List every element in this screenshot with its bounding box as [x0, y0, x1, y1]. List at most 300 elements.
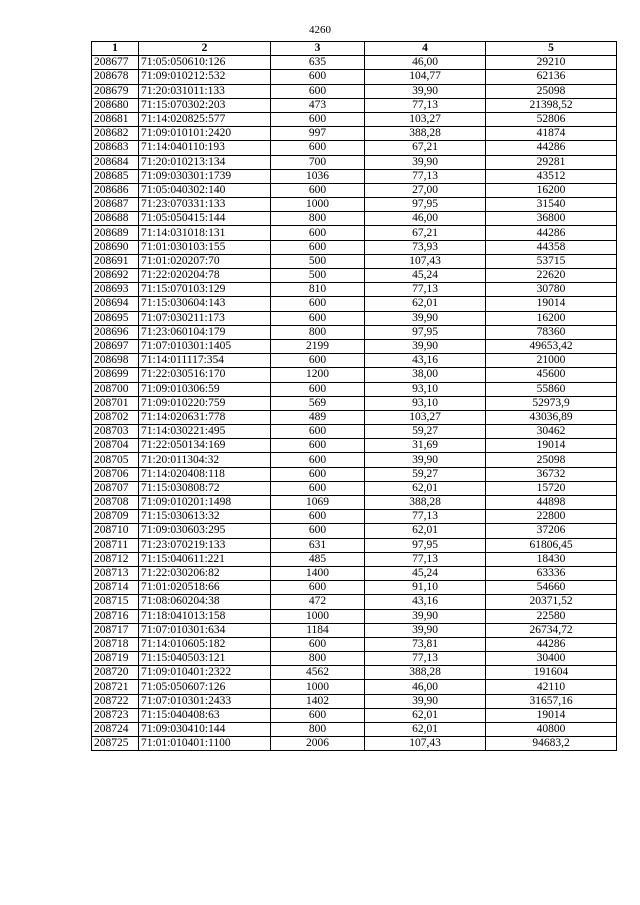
table-cell: 30780 [486, 283, 617, 297]
table-row [92, 623, 617, 637]
table-cell: 208712 [92, 552, 139, 566]
table-cell: 67,21 [365, 226, 486, 240]
table-cell: 38,00 [365, 368, 486, 382]
table-cell: 600 [271, 183, 365, 197]
table-cell: 208704 [92, 439, 139, 453]
table-cell: 26734,72 [486, 623, 617, 637]
table-cell: 59,27 [365, 425, 486, 439]
table-cell: 600 [271, 240, 365, 254]
table-cell: 208689 [92, 226, 139, 240]
table-cell: 71:15:040611:221 [139, 552, 271, 566]
table-cell: 700 [271, 155, 365, 169]
table-row [92, 56, 617, 70]
table-cell: 600 [271, 637, 365, 651]
table-cell: 600 [271, 581, 365, 595]
table-cell: 31540 [486, 198, 617, 212]
table-cell: 208685 [92, 169, 139, 183]
table-row [92, 240, 617, 254]
table-row [92, 708, 617, 722]
table-cell: 71:09:010401:2322 [139, 666, 271, 680]
table-cell: 71:15:070302:203 [139, 98, 271, 112]
table-cell: 39,90 [365, 623, 486, 637]
table-row [92, 226, 617, 240]
table-cell: 208711 [92, 538, 139, 552]
table-row [92, 297, 617, 311]
table-cell: 208714 [92, 581, 139, 595]
table-cell: 485 [271, 552, 365, 566]
table-cell: 800 [271, 652, 365, 666]
table-cell: 27,00 [365, 183, 486, 197]
table-cell: 388,28 [365, 496, 486, 510]
table-row [92, 510, 617, 524]
table-cell: 1000 [271, 609, 365, 623]
table-cell: 2006 [271, 737, 365, 751]
table-row [92, 566, 617, 580]
table-cell: 500 [271, 269, 365, 283]
table-cell: 71:05:050415:144 [139, 212, 271, 226]
table-cell: 208719 [92, 652, 139, 666]
table-cell: 800 [271, 325, 365, 339]
table-cell: 15720 [486, 481, 617, 495]
table-cell: 62136 [486, 70, 617, 84]
table-cell: 71:15:040408:63 [139, 708, 271, 722]
table-cell: 43512 [486, 169, 617, 183]
table-row [92, 325, 617, 339]
table-cell: 489 [271, 410, 365, 424]
table-cell: 46,00 [365, 56, 486, 70]
table-cell: 78360 [486, 325, 617, 339]
table-cell: 71:09:030301:1739 [139, 169, 271, 183]
table-cell: 600 [271, 141, 365, 155]
table-cell: 208702 [92, 410, 139, 424]
table-cell: 37206 [486, 524, 617, 538]
table-row [92, 368, 617, 382]
table-cell: 16200 [486, 311, 617, 325]
table-cell: 71:14:020408:118 [139, 467, 271, 481]
table-cell: 22800 [486, 510, 617, 524]
table-cell: 600 [271, 84, 365, 98]
table-row [92, 680, 617, 694]
table-cell: 208722 [92, 694, 139, 708]
table-row [92, 382, 617, 396]
table-cell: 1200 [271, 368, 365, 382]
column-header: 3 [271, 42, 365, 56]
table-cell: 600 [271, 354, 365, 368]
table-cell: 71:14:030221:495 [139, 425, 271, 439]
table-cell: 208720 [92, 666, 139, 680]
table-cell: 71:01:020207:70 [139, 254, 271, 268]
table-cell: 2199 [271, 339, 365, 353]
table-cell: 39,90 [365, 155, 486, 169]
table-cell: 62,01 [365, 723, 486, 737]
table-row [92, 155, 617, 169]
table-cell: 473 [271, 98, 365, 112]
table-cell: 61806,45 [486, 538, 617, 552]
table-cell: 71:23:070219:133 [139, 538, 271, 552]
table-row [92, 141, 617, 155]
table-cell: 208693 [92, 283, 139, 297]
table-cell: 191604 [486, 666, 617, 680]
data-table [91, 41, 617, 751]
table-cell: 208697 [92, 339, 139, 353]
table-cell: 1184 [271, 623, 365, 637]
table-cell: 208715 [92, 595, 139, 609]
table-cell: 631 [271, 538, 365, 552]
table-cell: 208680 [92, 98, 139, 112]
table-row [92, 425, 617, 439]
table-row [92, 496, 617, 510]
table-cell: 71:14:040110:193 [139, 141, 271, 155]
table-cell: 1069 [271, 496, 365, 510]
table-row [92, 269, 617, 283]
table-cell: 30462 [486, 425, 617, 439]
table-cell: 71:07:010301:2433 [139, 694, 271, 708]
table-cell: 97,95 [365, 325, 486, 339]
table-cell: 30400 [486, 652, 617, 666]
table-cell: 71:15:070103:129 [139, 283, 271, 297]
table-cell: 71:01:010401:1100 [139, 737, 271, 751]
table-row [92, 609, 617, 623]
table-row [92, 183, 617, 197]
table-cell: 71:22:030516:170 [139, 368, 271, 382]
table-cell: 45,24 [365, 269, 486, 283]
table-cell: 71:14:011117:354 [139, 354, 271, 368]
table-cell: 71:23:070331:133 [139, 198, 271, 212]
table-cell: 71:05:050607:126 [139, 680, 271, 694]
table-cell: 71:14:020825:577 [139, 112, 271, 126]
table-cell: 39,90 [365, 84, 486, 98]
table-cell: 600 [271, 70, 365, 84]
table-cell: 71:07:010301:1405 [139, 339, 271, 353]
table-cell: 25098 [486, 84, 617, 98]
table-row [92, 410, 617, 424]
table-cell: 208724 [92, 723, 139, 737]
table-row [92, 552, 617, 566]
table-cell: 39,90 [365, 311, 486, 325]
table-cell: 71:01:020518:66 [139, 581, 271, 595]
table-cell: 71:09:030410:144 [139, 723, 271, 737]
table-row [92, 439, 617, 453]
table-cell: 73,81 [365, 637, 486, 651]
table-cell: 16200 [486, 183, 617, 197]
table-row [92, 254, 617, 268]
table-cell: 39,90 [365, 694, 486, 708]
table-cell: 22620 [486, 269, 617, 283]
table-cell: 388,28 [365, 127, 486, 141]
table-cell: 800 [271, 212, 365, 226]
table-cell: 71:15:030808:72 [139, 481, 271, 495]
table-row [92, 98, 617, 112]
table-cell: 77,13 [365, 652, 486, 666]
table-cell: 52806 [486, 112, 617, 126]
table-cell: 21398,52 [486, 98, 617, 112]
table-cell: 22580 [486, 609, 617, 623]
table-cell: 53715 [486, 254, 617, 268]
table-cell: 208700 [92, 382, 139, 396]
table-cell: 71:08:060204:38 [139, 595, 271, 609]
table-cell: 71:05:050610:126 [139, 56, 271, 70]
table-cell: 39,90 [365, 609, 486, 623]
table-row [92, 581, 617, 595]
table-row [92, 524, 617, 538]
table-cell: 91,10 [365, 581, 486, 595]
table-cell: 29281 [486, 155, 617, 169]
table-cell: 36732 [486, 467, 617, 481]
table-cell: 208699 [92, 368, 139, 382]
table-cell: 600 [271, 439, 365, 453]
table-cell: 208701 [92, 396, 139, 410]
table-cell: 44898 [486, 496, 617, 510]
table-cell: 36800 [486, 212, 617, 226]
table-cell: 44286 [486, 637, 617, 651]
table-cell: 104,77 [365, 70, 486, 84]
table-body [92, 56, 617, 751]
table-cell: 208681 [92, 112, 139, 126]
table-cell: 44358 [486, 240, 617, 254]
table-cell: 40800 [486, 723, 617, 737]
table-cell: 93,10 [365, 382, 486, 396]
table-cell: 500 [271, 254, 365, 268]
table-row [92, 595, 617, 609]
table-cell: 77,13 [365, 169, 486, 183]
table-cell: 600 [271, 226, 365, 240]
table-cell: 600 [271, 382, 365, 396]
table-cell: 71:20:010213:134 [139, 155, 271, 169]
table-cell: 1000 [271, 680, 365, 694]
table-row [92, 453, 617, 467]
table-row [92, 198, 617, 212]
table-cell: 472 [271, 595, 365, 609]
table-cell: 1036 [271, 169, 365, 183]
table-cell: 600 [271, 524, 365, 538]
table-cell: 208695 [92, 311, 139, 325]
table-row [92, 127, 617, 141]
table-cell: 77,13 [365, 98, 486, 112]
table-cell: 20371,52 [486, 595, 617, 609]
column-header: 1 [92, 42, 139, 56]
table-cell: 1000 [271, 198, 365, 212]
table-row [92, 694, 617, 708]
table-row [92, 339, 617, 353]
table-cell: 208682 [92, 127, 139, 141]
table-row [92, 467, 617, 481]
table-cell: 71:20:011304:32 [139, 453, 271, 467]
table-row [92, 723, 617, 737]
table-cell: 97,95 [365, 538, 486, 552]
table-cell: 208677 [92, 56, 139, 70]
table-cell: 43,16 [365, 595, 486, 609]
table-cell: 21000 [486, 354, 617, 368]
table-cell: 103,27 [365, 112, 486, 126]
table-cell: 71:15:030613:32 [139, 510, 271, 524]
table-cell: 71:07:010301:634 [139, 623, 271, 637]
table-cell: 45,24 [365, 566, 486, 580]
table-cell: 600 [271, 510, 365, 524]
table-cell: 19014 [486, 708, 617, 722]
table-cell: 31657,16 [486, 694, 617, 708]
table-cell: 208706 [92, 467, 139, 481]
page-number: 4260 [309, 24, 331, 36]
table-cell: 71:15:030604:143 [139, 297, 271, 311]
table-cell: 94683,2 [486, 737, 617, 751]
table-cell: 46,00 [365, 212, 486, 226]
table-cell: 1400 [271, 566, 365, 580]
table-row [92, 666, 617, 680]
table-cell: 62,01 [365, 524, 486, 538]
table-row [92, 354, 617, 368]
table-cell: 71:14:020631:778 [139, 410, 271, 424]
table-cell: 71:05:040302:140 [139, 183, 271, 197]
table-cell: 54660 [486, 581, 617, 595]
table-cell: 208718 [92, 637, 139, 651]
table-row [92, 311, 617, 325]
table-cell: 63336 [486, 566, 617, 580]
table-cell: 77,13 [365, 552, 486, 566]
table-cell: 71:14:031018:131 [139, 226, 271, 240]
table-cell: 45600 [486, 368, 617, 382]
table-cell: 77,13 [365, 510, 486, 524]
table-cell: 55860 [486, 382, 617, 396]
table-cell: 208688 [92, 212, 139, 226]
table-row [92, 112, 617, 126]
table-cell: 208709 [92, 510, 139, 524]
table-cell: 59,27 [365, 467, 486, 481]
table-row [92, 396, 617, 410]
table-row [92, 212, 617, 226]
table-cell: 208684 [92, 155, 139, 169]
table-cell: 71:14:010605:182 [139, 637, 271, 651]
table-cell: 635 [271, 56, 365, 70]
table-cell: 208725 [92, 737, 139, 751]
table-cell: 71:22:030206:82 [139, 566, 271, 580]
table-cell: 71:15:040503:121 [139, 652, 271, 666]
table-cell: 600 [271, 481, 365, 495]
table-cell: 997 [271, 127, 365, 141]
table-cell: 600 [271, 425, 365, 439]
table-cell: 67,21 [365, 141, 486, 155]
table-cell: 208705 [92, 453, 139, 467]
table-cell: 71:09:010220:759 [139, 396, 271, 410]
table-cell: 1402 [271, 694, 365, 708]
table-cell: 43,16 [365, 354, 486, 368]
table-cell: 62,01 [365, 708, 486, 722]
table-cell: 43036,89 [486, 410, 617, 424]
table-cell: 810 [271, 283, 365, 297]
table-cell: 93,10 [365, 396, 486, 410]
table-cell: 71:18:041013:158 [139, 609, 271, 623]
table-cell: 600 [271, 297, 365, 311]
table-cell: 71:22:050134:169 [139, 439, 271, 453]
table-cell: 39,90 [365, 453, 486, 467]
column-header: 4 [365, 42, 486, 56]
table-cell: 77,13 [365, 283, 486, 297]
table-cell: 388,28 [365, 666, 486, 680]
table-row [92, 70, 617, 84]
table-cell: 208678 [92, 70, 139, 84]
table-cell: 18430 [486, 552, 617, 566]
table-cell: 107,43 [365, 254, 486, 268]
table-cell: 44286 [486, 141, 617, 155]
table-row [92, 538, 617, 552]
table-cell: 208710 [92, 524, 139, 538]
table-cell: 208690 [92, 240, 139, 254]
table-cell: 71:09:030603:295 [139, 524, 271, 538]
table-cell: 62,01 [365, 481, 486, 495]
table-cell: 4562 [271, 666, 365, 680]
table-cell: 44286 [486, 226, 617, 240]
table-cell: 71:23:060104:179 [139, 325, 271, 339]
table-cell: 25098 [486, 453, 617, 467]
table-cell: 208717 [92, 623, 139, 637]
table-row [92, 481, 617, 495]
table-cell: 71:20:031011:133 [139, 84, 271, 98]
table-cell: 73,93 [365, 240, 486, 254]
table-cell: 62,01 [365, 297, 486, 311]
table-cell: 107,43 [365, 737, 486, 751]
table-row [92, 737, 617, 751]
table-cell: 97,95 [365, 198, 486, 212]
table-cell: 208694 [92, 297, 139, 311]
table-cell: 800 [271, 723, 365, 737]
table-row [92, 283, 617, 297]
table-cell: 31,69 [365, 439, 486, 453]
table-cell: 42110 [486, 680, 617, 694]
table-cell: 208707 [92, 481, 139, 495]
table-cell: 71:09:010101:2420 [139, 127, 271, 141]
table-cell: 208692 [92, 269, 139, 283]
table-cell: 19014 [486, 439, 617, 453]
table-cell: 19014 [486, 297, 617, 311]
table-cell: 208713 [92, 566, 139, 580]
table-cell: 29210 [486, 56, 617, 70]
table-cell: 39,90 [365, 339, 486, 353]
table-cell: 49653,42 [486, 339, 617, 353]
table-row [92, 84, 617, 98]
table-row [92, 652, 617, 666]
column-header: 5 [486, 42, 617, 56]
column-header: 2 [139, 42, 271, 56]
table-cell: 600 [271, 112, 365, 126]
table-row [92, 637, 617, 651]
table-cell: 46,00 [365, 680, 486, 694]
table-cell: 71:01:030103:155 [139, 240, 271, 254]
table-cell: 71:22:020204:78 [139, 269, 271, 283]
table-cell: 71:09:010212:532 [139, 70, 271, 84]
table-cell: 208716 [92, 609, 139, 623]
table-cell: 208696 [92, 325, 139, 339]
table-cell: 71:09:010201:1498 [139, 496, 271, 510]
table-header-row [92, 42, 617, 56]
table-cell: 208698 [92, 354, 139, 368]
table-cell: 208723 [92, 708, 139, 722]
table-cell: 103,27 [365, 410, 486, 424]
table-cell: 208691 [92, 254, 139, 268]
table-cell: 208708 [92, 496, 139, 510]
table-cell: 41874 [486, 127, 617, 141]
table-cell: 52973,9 [486, 396, 617, 410]
table-cell: 600 [271, 708, 365, 722]
table-cell: 208721 [92, 680, 139, 694]
table-cell: 208683 [92, 141, 139, 155]
table-cell: 600 [271, 453, 365, 467]
table-cell: 208679 [92, 84, 139, 98]
table-cell: 208687 [92, 198, 139, 212]
table-row [92, 169, 617, 183]
table-cell: 600 [271, 467, 365, 481]
table-cell: 208703 [92, 425, 139, 439]
table-cell: 208686 [92, 183, 139, 197]
table-cell: 600 [271, 311, 365, 325]
